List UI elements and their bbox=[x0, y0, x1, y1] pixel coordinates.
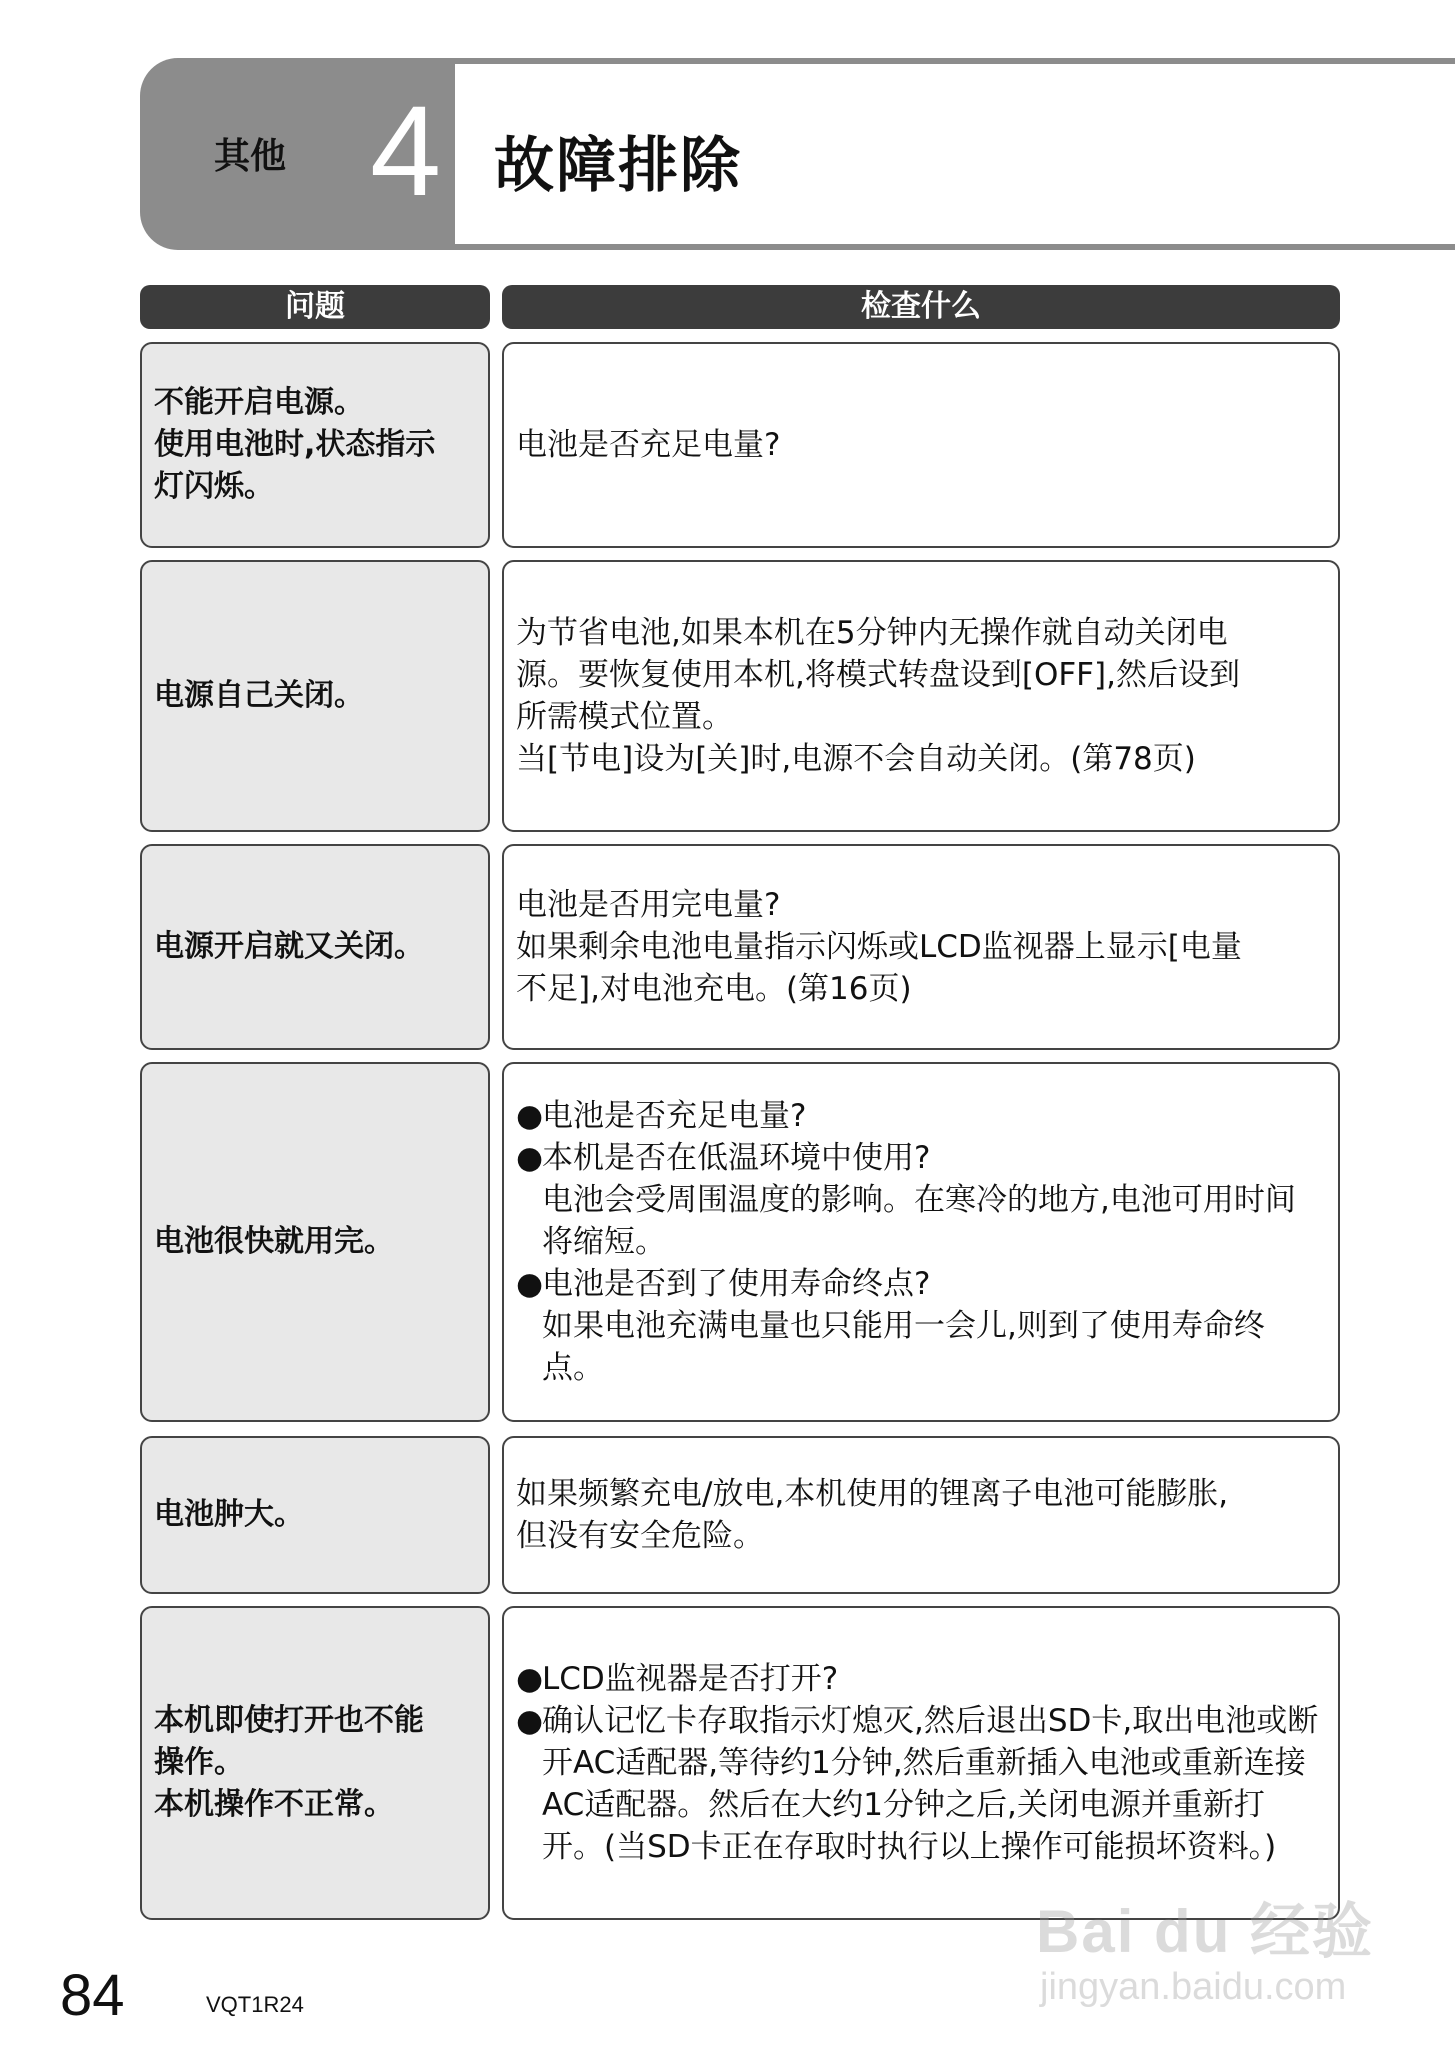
check-text: 确认记忆卡存取指示灯熄灭,然后退出SD卡,取出电池或断开AC适配器,等待约1分钟,然后重新插入电池或重新连接AC适配器。然后在大约1分钟之后,关闭电源并重新打开。(当SD卡正在存取时执行以上操作可能损坏资料。) bbox=[542, 1703, 1319, 1865]
document-code: VQT1R24 bbox=[206, 1992, 304, 2017]
check-bullet-item bbox=[516, 1095, 1324, 1137]
check-text: 当[节电]设为[关]时,电源不会自动关闭。(第78页) bbox=[516, 741, 1196, 777]
problem-text: 本机即使打开也不能 bbox=[154, 1703, 424, 1738]
page-title: 故障排除 bbox=[494, 131, 742, 201]
check-column-header: 检查什么 bbox=[502, 285, 1340, 329]
check-line bbox=[516, 1515, 1228, 1557]
check-text: 如果频繁充电/放电,本机使用的锂离子电池可能膨胀, bbox=[516, 1476, 1229, 1512]
bullet-icon: ● bbox=[516, 1098, 544, 1134]
check-text: 如果剩余电池电量指示闪烁或LCD监视器上显示[电量 bbox=[516, 929, 1242, 965]
check-line bbox=[516, 884, 1242, 926]
check-text: 电池是否充足电量? bbox=[542, 1098, 807, 1134]
check-bullet-item bbox=[516, 1137, 1324, 1179]
check-cell bbox=[502, 560, 1340, 832]
check-text: 电池会受周围温度的影响。在寒冷的地方,电池可用时间将缩短。 bbox=[542, 1182, 1296, 1260]
baidu-watermark bbox=[1036, 1880, 1376, 2030]
check-cell bbox=[502, 342, 1340, 548]
check-line bbox=[516, 968, 1242, 1010]
check-text: 但没有安全危险。 bbox=[516, 1518, 764, 1554]
header-rule-bottom bbox=[455, 244, 1455, 250]
bullet-icon: ● bbox=[516, 1266, 544, 1302]
bullet-icon: ● bbox=[516, 1703, 544, 1739]
check-line bbox=[516, 696, 1240, 738]
check-text: 电池是否充足电量? bbox=[516, 427, 781, 463]
problem-text: 不能开启电源。 bbox=[154, 385, 364, 420]
problem-cell bbox=[140, 844, 490, 1050]
check-bullet-item bbox=[516, 1658, 1324, 1700]
check-line bbox=[516, 612, 1240, 654]
check-text: 电池是否用完电量? bbox=[516, 887, 781, 923]
problem-text: 灯闪烁。 bbox=[154, 469, 274, 504]
page-number: 84 bbox=[60, 1963, 125, 2028]
check-line bbox=[516, 1305, 1324, 1389]
problem-cell bbox=[140, 1606, 490, 1920]
check-line bbox=[516, 1179, 1324, 1263]
chapter-number: 4 bbox=[370, 80, 442, 223]
check-cell bbox=[502, 1606, 1340, 1920]
problem-text: 使用电池时,状态指示 bbox=[154, 427, 436, 462]
check-text: 不足],对电池充电。(第16页) bbox=[516, 971, 912, 1007]
check-bullet-item bbox=[516, 1263, 1324, 1305]
header-rule-top bbox=[455, 58, 1455, 64]
problem-cell bbox=[140, 560, 490, 832]
check-cell bbox=[502, 1436, 1340, 1594]
check-text: 源。要恢复使用本机,将模式转盘设到[OFF],然后设到 bbox=[516, 657, 1240, 693]
check-text: LCD监视器是否打开? bbox=[542, 1661, 839, 1697]
check-line bbox=[516, 654, 1240, 696]
problem-column-header: 问题 bbox=[140, 285, 490, 329]
problem-cell bbox=[140, 1062, 490, 1422]
check-text: 为节省电池,如果本机在5分钟内无操作就自动关闭电 bbox=[516, 615, 1228, 651]
check-text: 所需模式位置。 bbox=[516, 699, 733, 735]
problem-text: 电池很快就用完。 bbox=[154, 1224, 394, 1259]
problem-text: 操作。 bbox=[154, 1745, 244, 1780]
check-text: 如果电池充满电量也只能用一会儿,则到了使用寿命终点。 bbox=[542, 1308, 1265, 1386]
bullet-icon: ● bbox=[516, 1661, 544, 1697]
bullet-icon: ● bbox=[516, 1140, 544, 1176]
problem-text: 电池肿大。 bbox=[154, 1497, 304, 1532]
check-cell bbox=[502, 1062, 1340, 1422]
watermark-logo: Bai du 经验 bbox=[1036, 1898, 1375, 1965]
problem-text: 电源开启就又关闭。 bbox=[154, 929, 424, 964]
problem-cell bbox=[140, 342, 490, 548]
problem-text: 电源自己关闭。 bbox=[154, 678, 364, 713]
check-line bbox=[516, 424, 780, 466]
check-line bbox=[516, 926, 1242, 968]
check-line bbox=[516, 738, 1240, 780]
check-cell bbox=[502, 844, 1340, 1050]
section-label: 其他 bbox=[214, 136, 287, 177]
problem-cell bbox=[140, 1436, 490, 1594]
problem-text: 本机操作不正常。 bbox=[154, 1787, 394, 1822]
watermark-url: jingyan.baidu.com bbox=[1040, 1966, 1347, 2008]
check-line bbox=[516, 1473, 1228, 1515]
check-text: 电池是否到了使用寿命终点? bbox=[542, 1266, 931, 1302]
check-bullet-item bbox=[516, 1700, 1324, 1868]
check-text: 本机是否在低温环境中使用? bbox=[542, 1140, 931, 1176]
